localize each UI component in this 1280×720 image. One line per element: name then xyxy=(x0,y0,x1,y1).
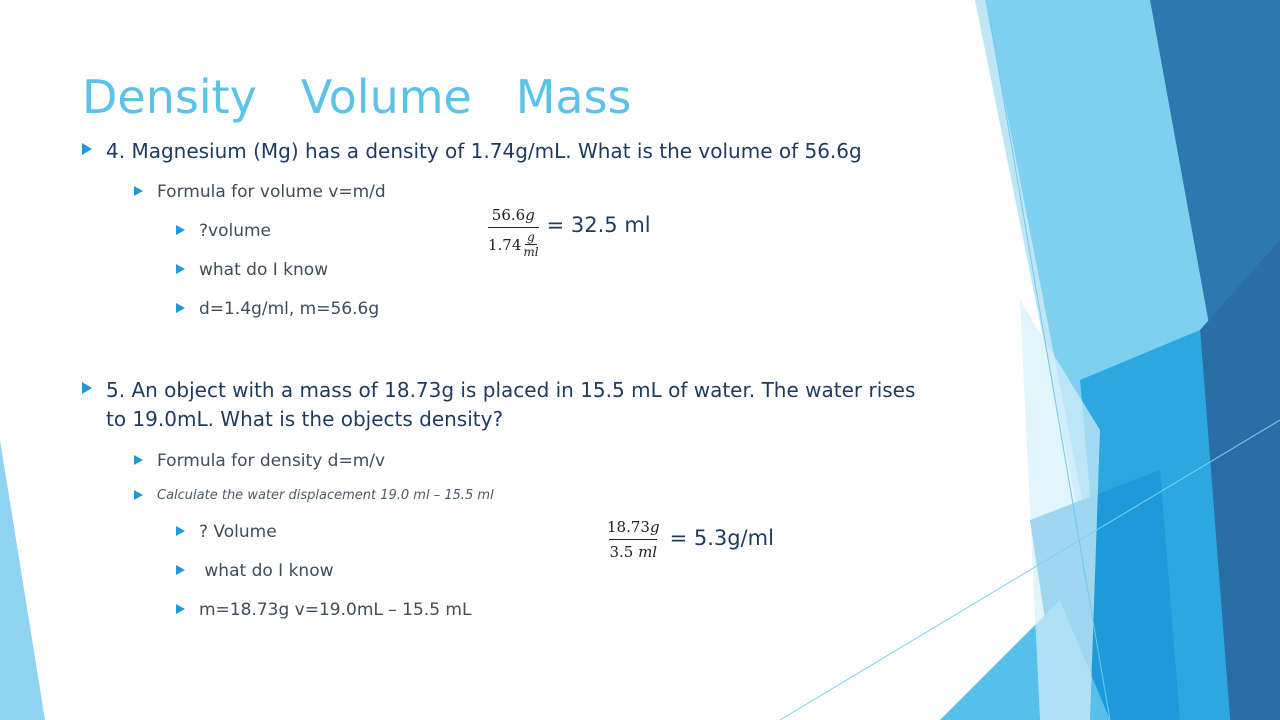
q5-item xyxy=(176,560,334,582)
q5-note xyxy=(134,486,494,506)
q4-result: = 32.5 ml xyxy=(546,212,651,237)
q4-den-unit-den: ml xyxy=(523,245,539,259)
q4-den-value: 1.74 xyxy=(488,236,522,254)
q4-formula xyxy=(134,181,386,203)
q4-item xyxy=(176,259,328,281)
q5-numerator xyxy=(605,518,662,539)
q4-num-unit: g xyxy=(525,206,535,224)
question-4-text: 4. Magnesium (Mg) has a density of 1.74g/mL. What is the volume of 56.6g xyxy=(106,139,862,163)
question-5 xyxy=(82,376,941,434)
q4-equation xyxy=(488,206,651,259)
q4-item xyxy=(176,220,271,242)
q5-den-value: 3.5 xyxy=(609,543,639,561)
q5-item xyxy=(176,521,277,543)
q4-fraction xyxy=(488,206,539,259)
q5-den-unit: ml xyxy=(638,543,658,561)
q4-den-unit-num: g xyxy=(527,230,535,244)
bullet-arrow-icon xyxy=(134,490,143,500)
q5-fraction xyxy=(605,518,662,561)
q4-item-text: d=1.4g/ml, m=56.6g xyxy=(199,299,380,319)
bullet-arrow-icon xyxy=(134,186,143,196)
bullet-arrow-icon xyxy=(82,382,92,394)
bullet-arrow-icon xyxy=(82,143,92,155)
bullet-arrow-icon xyxy=(176,303,185,313)
bullet-arrow-icon xyxy=(176,604,185,614)
q4-denominator xyxy=(488,227,539,259)
bullet-arrow-icon xyxy=(134,455,143,465)
q5-item xyxy=(176,599,471,621)
q4-den-unit xyxy=(523,231,538,259)
q5-note-text: Calculate the water displacement 19.0 ml – 15.5 ml xyxy=(157,488,494,503)
slide-title: Density Volume Mass xyxy=(82,70,632,124)
q5-result: = 5.3g/ml xyxy=(669,525,774,550)
q5-formula xyxy=(134,450,385,472)
bullet-arrow-icon xyxy=(176,225,185,235)
q4-item-text: ?volume xyxy=(199,221,272,241)
q4-formula-text: Formula for volume v=m/d xyxy=(157,182,386,202)
q5-num-value: 18.73 xyxy=(607,518,650,536)
q5-item-text: m=18.73g v=19.0mL – 15.5 mL xyxy=(199,600,472,620)
q5-formula-text: Formula for density d=m/v xyxy=(157,451,386,471)
q4-num-value: 56.6 xyxy=(491,206,526,224)
bullet-arrow-icon xyxy=(176,565,185,575)
q4-item-text: what do I know xyxy=(199,260,329,280)
q5-item-text: what do I know xyxy=(199,561,334,581)
q5-equation xyxy=(605,518,774,561)
q4-numerator xyxy=(490,206,537,227)
question-5-text: 5. An object with a mass of 18.73g is placed in 15.5 mL of water. The water rises to 19.0mL. What is the objects density? xyxy=(106,378,916,431)
bullet-arrow-icon xyxy=(176,526,185,536)
question-4 xyxy=(82,137,862,166)
q5-num-unit: g xyxy=(649,518,660,536)
q5-item-text: ? Volume xyxy=(199,522,277,542)
bullet-arrow-icon xyxy=(176,264,185,274)
q5-denominator xyxy=(609,539,657,561)
q4-item xyxy=(176,298,379,320)
